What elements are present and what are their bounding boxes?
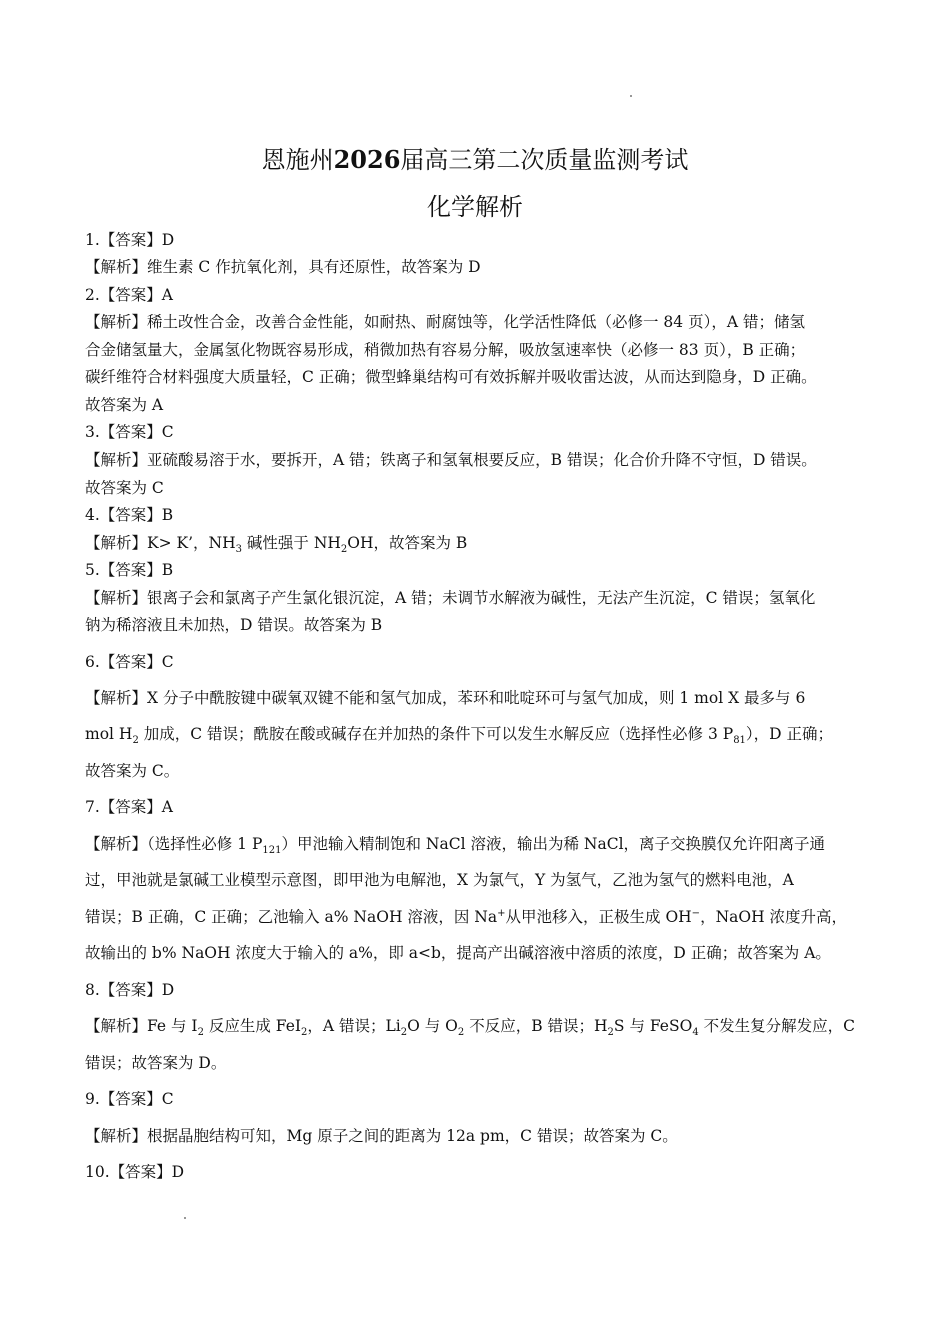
- q4-answer: 4.【答案】B: [85, 506, 174, 524]
- q9-analysis-line: 【解析】根据晶胞结构可知，Mg 原子之间的距离为 12a pm，C 错误；故答案为 C。: [85, 1127, 678, 1145]
- page-title: [0, 140, 950, 175]
- q7-text: ）甲池输入精制饱和 NaCl 溶液，输出为稀 NaCl，离子交换膜仅允许阳离子通: [281, 835, 826, 853]
- q7-text: 错误；B 正确，C 正确；乙池输入 a% NaOH 溶液，因 Na: [85, 908, 498, 926]
- q7-superscript: −: [691, 907, 701, 919]
- q7-analysis-line: [85, 832, 825, 856]
- q8-subscript: 2: [457, 1027, 465, 1039]
- q2-analysis-line: 合金储氢量大，金属氢化物既容易形成，稍微加热有容易分解，吸放氢速率快（必修一 83 页），B 正确；: [85, 341, 806, 359]
- q4-text: OH，故答案为 B: [347, 534, 468, 552]
- q4-subscript: 2: [340, 544, 348, 556]
- q6-subscript: 81: [733, 735, 746, 747]
- q8-analysis-line: 错误；故答案为 D。: [85, 1054, 227, 1072]
- q8-subscript: 2: [197, 1027, 204, 1039]
- q2-analysis-line: 碳纤维符合材料强度大质量轻，C 正确；微型蜂巢结构可有效拆解并吸收雷达波，从而达到隐身，D 正确。: [85, 368, 817, 386]
- q6-analysis-line: 故答案为 C。: [85, 762, 180, 780]
- q3-analysis-line: 【解析】亚硫酸易溶于水，要拆开，A 错；铁离子和氢氧根要反应，B 错误；化合价升降不守恒，D 错误。: [85, 451, 817, 469]
- q8-subscript: 4: [692, 1027, 699, 1039]
- q6-analysis-line: [85, 722, 833, 746]
- q7-text: ，NaOH 浓度升高，: [700, 908, 848, 926]
- q8-text: 不发生复分解发应，C: [698, 1017, 855, 1035]
- q2-analysis-line: 故答案为 A: [85, 396, 164, 414]
- q1-analysis-line: 【解析】维生素 C 作抗氧化剂，具有还原性，故答案为 D: [85, 258, 481, 276]
- q8-text: ，A 错误；Li: [307, 1017, 401, 1035]
- q6-answer: 6.【答案】C: [85, 653, 174, 671]
- q7-analysis-line: 过，甲池就是氯碱工业模型示意图，即甲池为电解池，X 为氯气，Y 为氢气，乙池为氢气的燃料电池，A: [85, 871, 794, 889]
- q9-answer: 9.【答案】C: [85, 1090, 174, 1108]
- q6-text: ），D 正确；: [745, 725, 834, 743]
- q5-analysis-line: 钠为稀溶液且未加热，D 错误。故答案为 B: [85, 616, 383, 634]
- q6-analysis-line: 【解析】X 分子中酰胺键中碳氧双键不能和氢气加成，苯环和吡啶环可与氢气加成，则 1 mol X 最多与 6: [85, 689, 806, 707]
- q7-analysis-line: [85, 905, 847, 927]
- q4-analysis-line: [85, 531, 467, 555]
- q8-text: 【解析】Fe 与 I: [85, 1017, 198, 1035]
- q4-subscript: 3: [235, 544, 242, 556]
- q8-subscript: 2: [607, 1027, 614, 1039]
- title-year: 2026: [333, 145, 401, 174]
- q7-text: 【解析】（选择性必修 1 P: [85, 835, 263, 853]
- q8-subscript: 2: [400, 1027, 408, 1039]
- title-suffix: 届高三第二次质量监测考试: [400, 146, 689, 174]
- q6-text: 加成，C 错误；酰胺在酸或碱存在并加热的条件下可以发生水解反应（选择性必修 3 P: [138, 725, 734, 743]
- q8-text: S 与 FeSO: [613, 1017, 693, 1035]
- q2-answer: 2.【答案】A: [85, 286, 173, 304]
- q8-subscript: 2: [301, 1027, 308, 1039]
- q10-answer: 10.【答案】D: [85, 1163, 185, 1181]
- q7-superscript: +: [497, 907, 506, 919]
- q8-text: 反应生成 FeI: [203, 1017, 301, 1035]
- q8-analysis-line: [85, 1014, 855, 1038]
- q8-answer: 8.【答案】D: [85, 981, 175, 999]
- q3-answer: 3.【答案】C: [85, 423, 174, 441]
- q5-analysis-line: 【解析】银离子会和氯离子产生氯化银沉淀，A 错；未调节水解液为碱性，无法产生沉淀，C 错误；氢氧化: [85, 589, 816, 607]
- page-subtitle: 化学解析: [427, 193, 523, 221]
- q6-subscript: 2: [132, 735, 139, 747]
- q7-analysis-line: 故输出的 b% NaOH 浓度大于输入的 a%，即 a<b，提高产出碱溶液中溶质的浓度，D 正确；故答案为 A。: [85, 944, 831, 962]
- q5-answer: 5.【答案】B: [85, 561, 174, 579]
- q2-analysis-line: 【解析】稀土改性合金，改善合金性能，如耐热、耐腐蚀等，化学活性降低（必修一 84 页），A 错；储氢: [85, 313, 805, 331]
- q8-text: O 与 O: [407, 1017, 458, 1035]
- q1-answer: 1.【答案】D: [85, 231, 175, 249]
- top-dot: [630, 95, 632, 97]
- q7-answer: 7.【答案】A: [85, 798, 173, 816]
- q6-text: mol H: [85, 725, 133, 743]
- q8-text: 不反应，B 错误；H: [464, 1017, 608, 1035]
- title-prefix: 恩施州: [261, 146, 334, 174]
- q7-text: 从甲池移入，正极生成 OH: [505, 908, 692, 926]
- q7-subscript: 121: [262, 845, 282, 857]
- q4-text: 碱性强于 NH: [241, 534, 341, 552]
- q4-text: 【解析】K> K’，NH: [85, 534, 236, 552]
- q3-analysis-line: 故答案为 C: [85, 479, 164, 497]
- bottom-dot: [184, 1217, 186, 1219]
